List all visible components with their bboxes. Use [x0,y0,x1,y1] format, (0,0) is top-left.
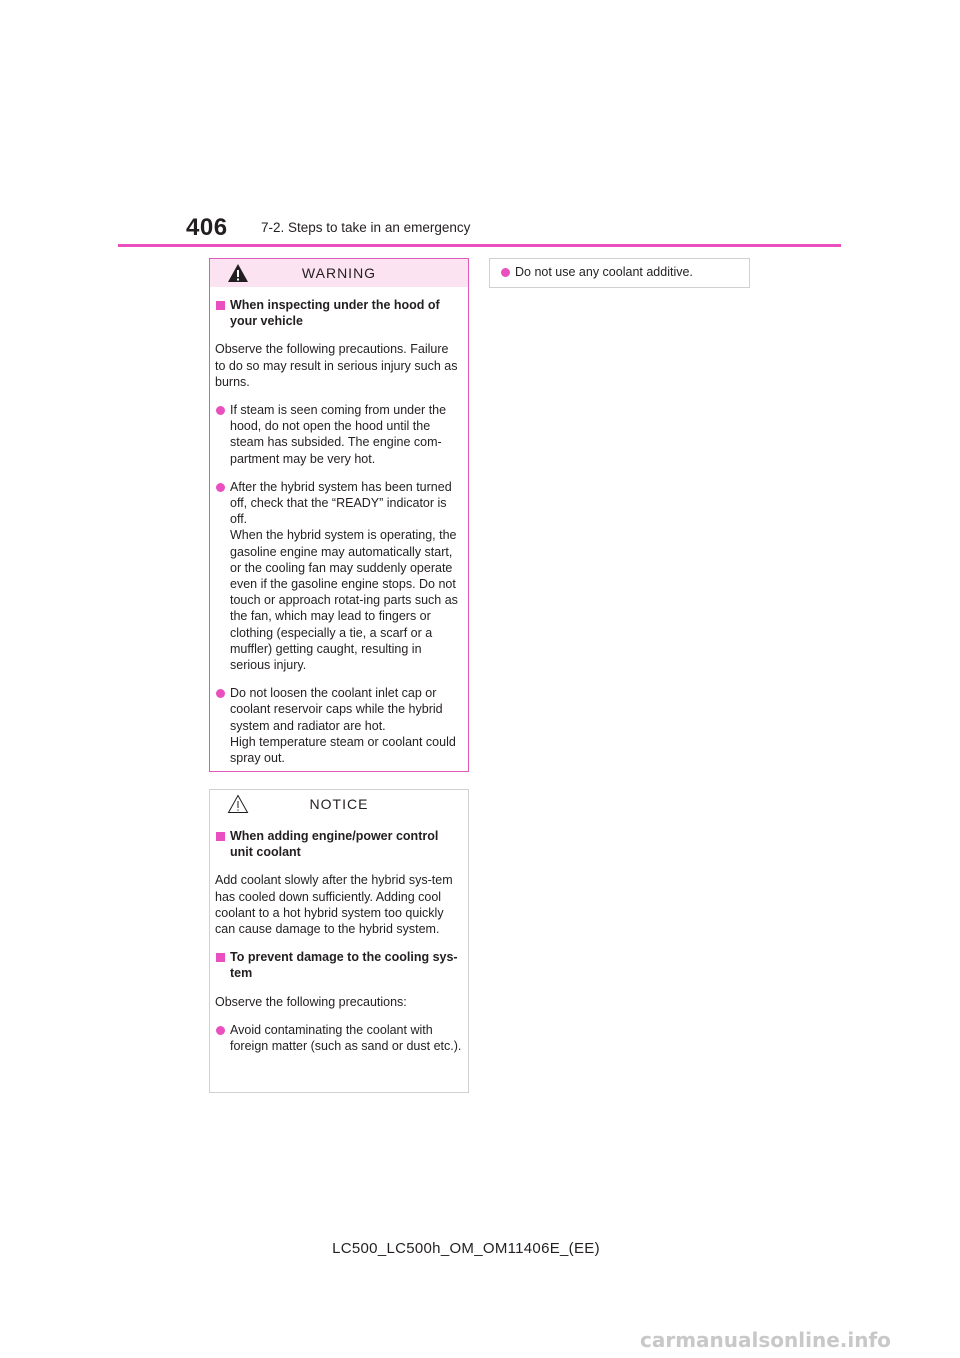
notice-bullet: Avoid contaminating the coolant with foreign matter (such as sand or dust etc.). [215,1022,462,1054]
notice-para: Observe the following precautions: [215,994,407,1009]
warning-header [210,259,468,287]
header-rule [118,244,841,247]
warning-bullet [215,479,462,673]
continued-bullet: Do not use any coolant additive. [500,264,743,280]
notice-body [210,818,468,1054]
warning-triangle-icon [227,263,249,283]
notice-title: NOTICE [309,796,369,812]
caution-triangle-outline-icon [227,794,249,814]
notice-box [209,789,469,1093]
warning-intro: Observe the following precautions. Failure to do so may result in serious injury such as burns. [215,342,458,389]
section-title: 7-2. Steps to take in an emergency [261,220,471,235]
model-code: LC500_LC500h_OM_OM11406E_(EE) [332,1240,600,1257]
notice-heading: To prevent damage to the cooling sys-tem [215,949,462,981]
warning-heading: When inspecting under the hood of your vehicle [215,297,462,329]
continued-box [489,258,750,288]
warning-bullet-line: When the hybrid system is operating, the gasoline engine may automatically start, or the cooling fan may suddenly operate even if the gasoline engine stops. Do not touch or approach rotat-ing parts such as the fan, which may lead to fingers or clothing (especially a tie, a scarf or a muffler) getting caught, resulting in serious injury. [230,528,458,673]
footer [0,1240,960,1257]
continued-body [490,264,749,280]
notice-heading: When adding engine/power control unit coolant [215,828,462,860]
page-number: 406 [186,214,228,241]
warning-title: WARNING [301,265,377,281]
warning-bullet [215,685,462,766]
warning-bullet: If steam is seen coming from under the hood, do not open the hood until the steam has subsided. The engine com-partment may be very hot. [215,402,462,467]
warning-bullet-line: High temperature steam or coolant could spray out. [230,734,456,766]
watermark: carmanualsonline.info [640,1328,891,1352]
warning-bullet-line: After the hybrid system has been turned off, check that the “READY” indicator is off. [230,479,452,527]
notice-header [210,790,468,818]
warning-bullet-line: Do not loosen the coolant inlet cap or coolant reservoir caps while the hybrid system and radiator are hot. [230,686,443,733]
warning-box [209,258,469,772]
warning-body [210,287,468,766]
notice-para: Add coolant slowly after the hybrid sys-tem has cooled down sufficiently. Adding cool coolant to a hot hybrid system too quickly can cause damage to the hybrid system. [215,873,453,937]
